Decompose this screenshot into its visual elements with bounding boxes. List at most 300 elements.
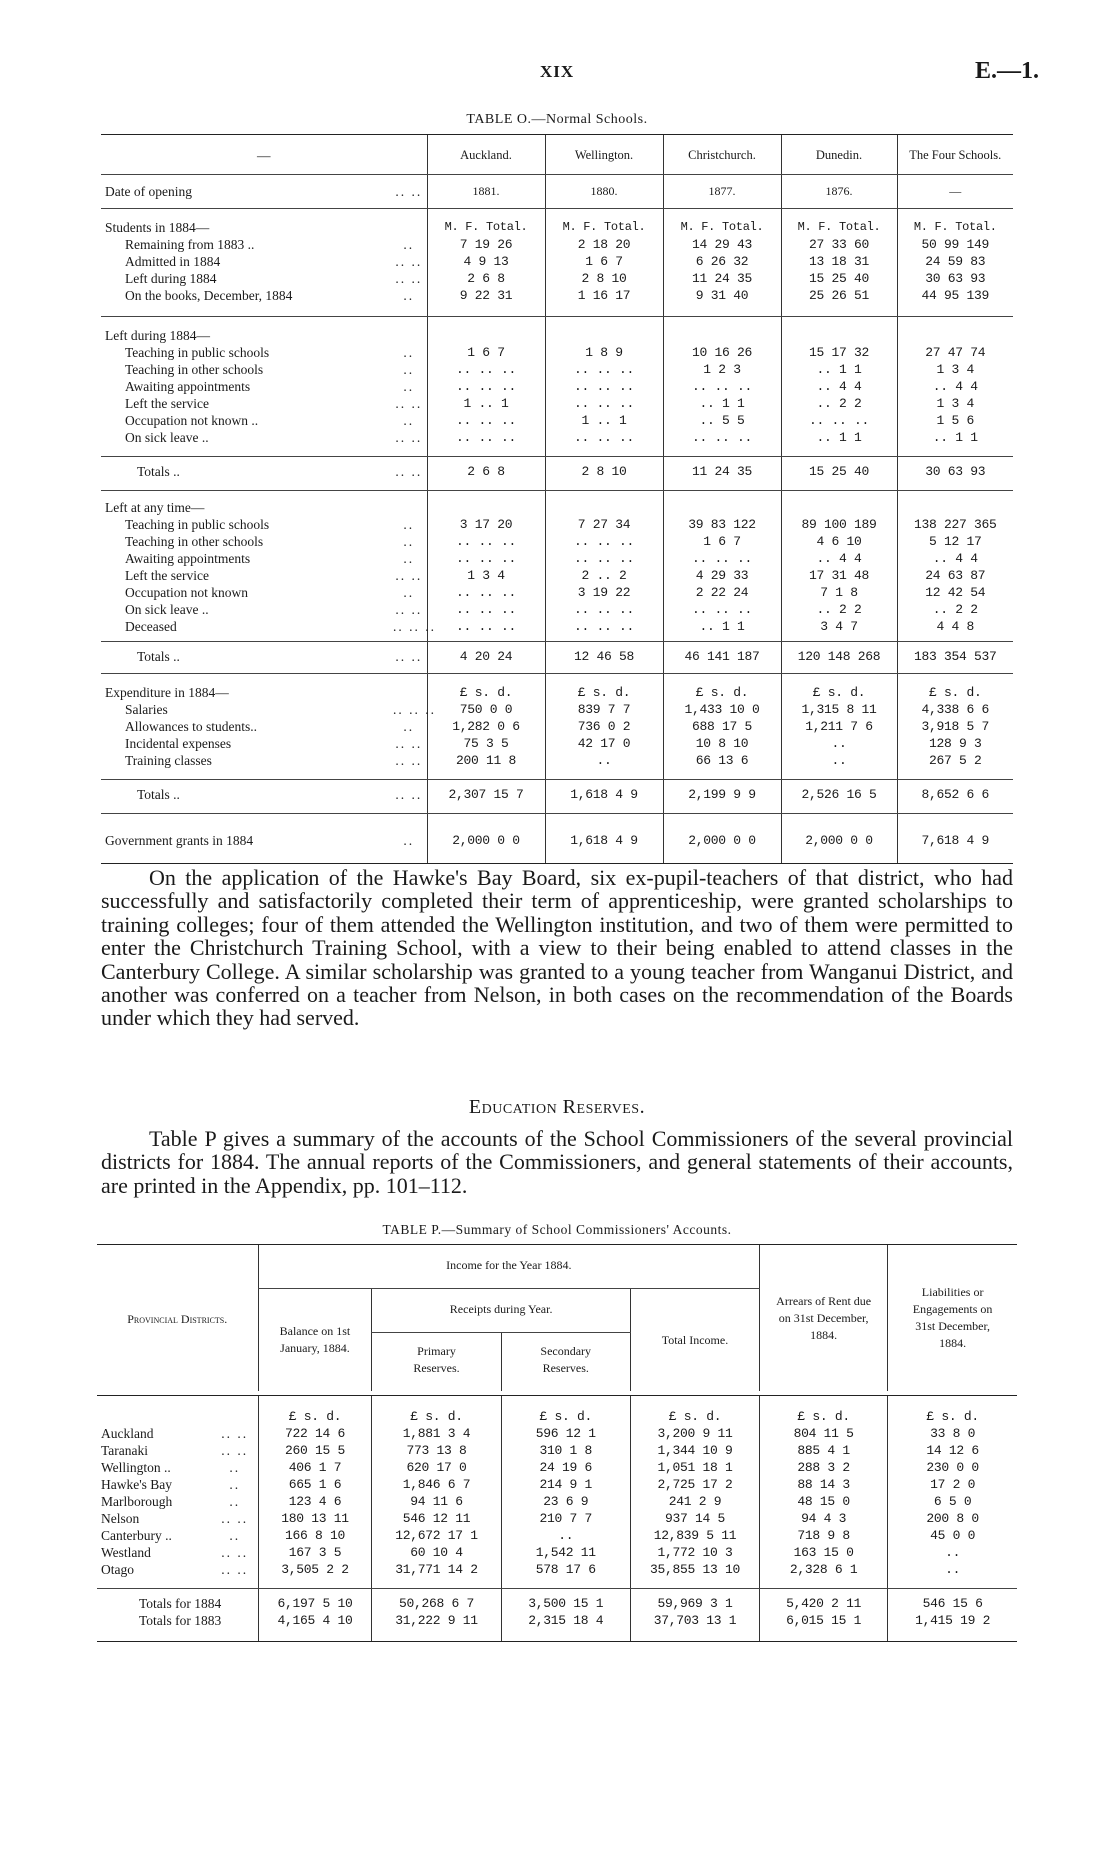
value-cell: 11 24 35: [663, 270, 781, 287]
leader-dots: .. .. ..: [393, 702, 436, 717]
value-cell: 123 4 6: [258, 1493, 372, 1510]
value-cell: 885 4 1: [760, 1442, 888, 1459]
value-cell: 31,222 9 11: [372, 1612, 501, 1629]
district-name: Taranaki: [101, 1443, 149, 1458]
value-cell: 24 19 6: [501, 1459, 630, 1476]
column-unit-label: M. F. Total.: [781, 219, 897, 236]
value-cell: .. 1 1: [781, 361, 897, 378]
value-cell: 15 25 40: [781, 270, 897, 287]
leader-dots: .. ..: [395, 568, 423, 583]
paragraph-hawkes-bay-scholarships: On the application of the Hawke's Bay Board, six ex-pupil-teachers of that district, who had successfully and satisfactorily completed their term of apprenticeship, were granted scholarships to training colleges; four of them attended the Wellington institution, and two of them were permitted to enter the Christchurch Training School, with a view to their being enabled to attend classes in the Canterbury College. A similar scholarship was granted to a young teacher from Wanganui District, and another was conferred on a teacher from Nelson, in both cases on the recommendation of the Boards under which they had served.: [101, 865, 1013, 1031]
spacer-cell: [781, 849, 897, 864]
totals-row: [97, 1595, 1017, 1612]
blank: [545, 327, 663, 344]
spacer-cell: [781, 175, 897, 184]
row-label: Left the service: [125, 568, 209, 583]
currency-unit-label: £ s. d.: [888, 1408, 1017, 1425]
value-cell: 406 1 7: [258, 1459, 372, 1476]
value-cell: 14 29 43: [663, 236, 781, 253]
value-cell: 6 5 0: [888, 1493, 1017, 1510]
row-label: Date of opening: [105, 184, 192, 199]
spacer-cell: [781, 814, 897, 833]
blank: [781, 499, 897, 516]
spacer-cell: [372, 1396, 501, 1409]
value-cell: 1 5 6: [897, 412, 1013, 429]
leader-dots: ..: [229, 1528, 241, 1543]
spacer-cell: [391, 175, 427, 184]
column-unit-label: M. F. Total.: [897, 219, 1013, 236]
spacer-cell: [391, 665, 427, 674]
table-row: [101, 550, 1013, 567]
spacer-cell: [781, 769, 897, 780]
value-cell: 2,000 0 0: [781, 832, 897, 849]
value-cell: .. 1 1: [663, 618, 781, 635]
row-label: On sick leave ..: [125, 602, 209, 617]
value-cell: 2 22 24: [663, 584, 781, 601]
spacer-cell: [427, 480, 545, 491]
spacer-cell: [391, 304, 427, 317]
spacer-cell: [391, 491, 427, 500]
spacer-cell: [897, 769, 1013, 780]
value-cell: 27 47 74: [897, 344, 1013, 361]
row-label: Left during 1884: [125, 271, 217, 286]
value-cell: 6,015 15 1: [760, 1612, 888, 1629]
spacer-cell: [663, 491, 781, 500]
value-cell: 1,433 10 0: [663, 701, 781, 718]
table-row: [101, 236, 1013, 253]
spacer-cell: [781, 665, 897, 674]
table-row: [101, 618, 1013, 635]
leader-dots: ..: [403, 288, 415, 303]
currency-unit-label: £ s. d.: [545, 684, 663, 701]
totals-label: Totals for 1884: [139, 1596, 222, 1611]
leader-dots: .. ..: [395, 464, 423, 479]
spacer-cell: [760, 1629, 888, 1642]
spacer-cell: [760, 1396, 888, 1409]
leader-dots: ..: [229, 1477, 241, 1492]
spacer-cell: [501, 1578, 630, 1589]
value-cell: ..: [888, 1561, 1017, 1578]
value-cell: 1,881 3 4: [372, 1425, 501, 1442]
table-row: [101, 429, 1013, 446]
value-cell: 1,415 19 2: [888, 1612, 1017, 1629]
spacer-cell: [391, 803, 427, 814]
row-label: Totals ..: [137, 787, 180, 802]
leader-dots: .. ..: [395, 736, 423, 751]
spacer-cell: [427, 849, 545, 864]
spacer-cell: [427, 200, 545, 209]
value-cell: 1,846 6 7: [372, 1476, 501, 1493]
leader-dots: ..: [403, 362, 415, 377]
spacer-cell: [427, 175, 545, 184]
value-cell: .. .. ..: [663, 601, 781, 618]
value-cell: .. .. ..: [545, 429, 663, 446]
value-cell: .. .. ..: [545, 601, 663, 618]
spacer-cell: [545, 769, 663, 780]
value-cell: 1,315 8 11: [781, 701, 897, 718]
leader-dots: ..: [403, 379, 415, 394]
value-cell: 24 63 87: [897, 567, 1013, 584]
spacer-cell: [545, 814, 663, 833]
spacer-cell: [545, 849, 663, 864]
table-row: [101, 344, 1013, 361]
value-cell: 6 26 32: [663, 253, 781, 270]
value-cell: .. .. ..: [427, 412, 545, 429]
value-cell: 2,725 17 2: [630, 1476, 759, 1493]
spacer-cell: [101, 803, 391, 814]
value-cell: 1 8 9: [545, 344, 663, 361]
blank: [212, 1408, 258, 1425]
blank: [663, 327, 781, 344]
spacer-cell: [427, 446, 545, 457]
value-cell: 2 .. 2: [545, 567, 663, 584]
spacer-cell: [101, 200, 391, 209]
spacer-cell: [212, 1629, 258, 1642]
value-cell: 2,328 6 1: [760, 1561, 888, 1578]
value-cell: 7 27 34: [545, 516, 663, 533]
leader-dots: .. ..: [395, 753, 423, 768]
column-unit-label: M. F. Total.: [427, 219, 545, 236]
spacer-cell: [897, 480, 1013, 491]
spacer-cell: [101, 849, 391, 864]
row-label: Deceased: [125, 619, 177, 634]
leader-dots: .. ..: [395, 254, 423, 269]
table-row: [101, 601, 1013, 618]
district-name: Westland: [101, 1545, 151, 1560]
district-row: [97, 1493, 1017, 1510]
blank: [391, 219, 427, 236]
value-cell: .. .. ..: [427, 584, 545, 601]
value-cell: 2,000 0 0: [427, 832, 545, 849]
blank: [897, 499, 1013, 516]
value-cell: 12,672 17 1: [372, 1527, 501, 1544]
leader-dots: ..: [403, 833, 415, 848]
value-cell: 9 31 40: [663, 287, 781, 304]
row-label: Totals ..: [137, 464, 180, 479]
value-cell: 2,000 0 0: [663, 832, 781, 849]
table-row: [101, 395, 1013, 412]
leader-dots: ..: [403, 517, 415, 532]
row-label: Salaries: [125, 702, 168, 717]
value-cell: 2 8 10: [545, 463, 663, 480]
section-heading: Students in 1884—: [105, 220, 210, 235]
spacer-cell: [101, 480, 391, 491]
value-cell: 4 4 8: [897, 618, 1013, 635]
value-cell: 37,703 13 1: [630, 1612, 759, 1629]
table-row: [101, 253, 1013, 270]
value-cell: .. .. ..: [545, 550, 663, 567]
currency-unit-label: £ s. d.: [427, 684, 545, 701]
section-heading: Left during 1884—: [105, 328, 210, 343]
table-row: [101, 378, 1013, 395]
spacer-cell: [663, 803, 781, 814]
leader-dots: ..: [403, 534, 415, 549]
spacer-cell: [101, 304, 391, 317]
row-label: On sick leave ..: [125, 430, 209, 445]
spacer-cell: [101, 209, 391, 220]
spacer-cell: [427, 769, 545, 780]
value-cell: ..: [888, 1544, 1017, 1561]
table-row: [101, 412, 1013, 429]
leader-dots: .. ..: [221, 1443, 249, 1458]
table-row: [101, 718, 1013, 735]
spacer-cell: [663, 200, 781, 209]
date-of-opening-row: [101, 183, 1013, 200]
row-label: On the books, December, 1884: [125, 288, 293, 303]
value-cell: 1,542 11: [501, 1544, 630, 1561]
value-cell: 546 12 11: [372, 1510, 501, 1527]
col-head-dunedin: Dunedin.: [781, 135, 897, 175]
blank: [781, 327, 897, 344]
value-cell: 138 227 365: [897, 516, 1013, 533]
spacer-cell: [545, 209, 663, 220]
value-cell: 1,051 18 1: [630, 1459, 759, 1476]
spacer-cell: [545, 304, 663, 317]
value-cell: 166 8 10: [258, 1527, 372, 1544]
spacer-cell: [258, 1396, 372, 1409]
value-cell: 44 95 139: [897, 287, 1013, 304]
spacer-cell: [545, 665, 663, 674]
spacer-cell: [663, 665, 781, 674]
value-cell: .. 4 4: [781, 550, 897, 567]
spacer-cell: [897, 200, 1013, 209]
blank: [427, 499, 545, 516]
district-row: [97, 1527, 1017, 1544]
blank: [391, 499, 427, 516]
spacer-cell: [663, 304, 781, 317]
leader-dots: .. ..: [395, 271, 423, 286]
value-cell: 12 46 58: [545, 648, 663, 665]
value-cell: 7 19 26: [427, 236, 545, 253]
value-cell: .. 5 5: [663, 412, 781, 429]
spacer-cell: [101, 769, 391, 780]
spacer-cell: [897, 304, 1013, 317]
value-cell: 1 6 7: [427, 344, 545, 361]
row-label: Totals ..: [137, 649, 180, 664]
value-cell: 718 9 8: [760, 1527, 888, 1544]
spacer-cell: [781, 304, 897, 317]
value-cell: 214 9 1: [501, 1476, 630, 1493]
spacer-cell: [897, 674, 1013, 685]
spacer-cell: [427, 803, 545, 814]
spacer-cell: [781, 446, 897, 457]
value-cell: 10 16 26: [663, 344, 781, 361]
leader-dots: ..: [403, 237, 415, 252]
spacer-cell: [427, 317, 545, 328]
value-cell: 1881.: [427, 183, 545, 200]
section-heading-education-reserves: Education Reserves.: [468, 1096, 646, 1118]
blank: [545, 499, 663, 516]
value-cell: 11 24 35: [663, 463, 781, 480]
value-cell: 1880.: [545, 183, 663, 200]
table-row: [101, 270, 1013, 287]
value-cell: 1 6 7: [545, 253, 663, 270]
value-cell: 31,771 14 2: [372, 1561, 501, 1578]
row-label: Admitted in 1884: [125, 254, 221, 269]
value-cell: 66 13 6: [663, 752, 781, 769]
value-cell: 12 42 54: [897, 584, 1013, 601]
spacer-cell: [97, 1396, 212, 1409]
col-head-liabilities: Liabilities or Engagements on 31st December, 1884.: [888, 1245, 1017, 1392]
value-cell: .. .. ..: [427, 601, 545, 618]
spacer-cell: [427, 665, 545, 674]
value-cell: 15 17 32: [781, 344, 897, 361]
leader-dots: .. ..: [395, 602, 423, 617]
spacer-cell: [391, 814, 427, 833]
value-cell: .. .. ..: [545, 533, 663, 550]
table-row: [101, 567, 1013, 584]
value-cell: 3,918 5 7: [897, 718, 1013, 735]
value-cell: 736 0 2: [545, 718, 663, 735]
value-cell: 33 8 0: [888, 1425, 1017, 1442]
value-cell: 30 63 93: [897, 270, 1013, 287]
spacer-cell: [427, 209, 545, 220]
spacer-cell: [391, 317, 427, 328]
leader-dots: ..: [229, 1460, 241, 1475]
spacer-cell: [781, 803, 897, 814]
value-cell: 722 14 6: [258, 1425, 372, 1442]
row-label: Occupation not known: [125, 585, 248, 600]
spacer-cell: [391, 849, 427, 864]
value-cell: 2 18 20: [545, 236, 663, 253]
column-unit-label: M. F. Total.: [545, 219, 663, 236]
row-label: Teaching in other schools: [125, 362, 264, 377]
value-cell: .. .. ..: [427, 361, 545, 378]
currency-unit-label: £ s. d.: [501, 1408, 630, 1425]
value-cell: 17 31 48: [781, 567, 897, 584]
value-cell: 1877.: [663, 183, 781, 200]
blank: [97, 1408, 212, 1425]
spacer-cell: [372, 1629, 501, 1642]
blank: [897, 327, 1013, 344]
value-cell: 1,282 0 6: [427, 718, 545, 735]
value-cell: 3,500 15 1: [501, 1595, 630, 1612]
value-cell: 665 1 6: [258, 1476, 372, 1493]
leader-dots: ..: [229, 1494, 241, 1509]
value-cell: 27 33 60: [781, 236, 897, 253]
district-row: [97, 1459, 1017, 1476]
spacer-cell: [545, 491, 663, 500]
spacer-cell: [372, 1578, 501, 1589]
value-cell: 9 22 31: [427, 287, 545, 304]
spacer-cell: [781, 491, 897, 500]
table-row: [101, 735, 1013, 752]
table-row: [101, 516, 1013, 533]
blank: [663, 499, 781, 516]
spacer-cell: [897, 175, 1013, 184]
value-cell: 1 .. 1: [427, 395, 545, 412]
value-cell: .. 2 2: [781, 601, 897, 618]
value-cell: 5,420 2 11: [760, 1595, 888, 1612]
currency-unit-label: £ s. d.: [897, 684, 1013, 701]
value-cell: .. .. ..: [427, 533, 545, 550]
spacer-cell: [897, 849, 1013, 864]
district-name: Auckland: [101, 1426, 154, 1441]
spacer-cell: [101, 674, 391, 685]
value-cell: 4 6 10: [781, 533, 897, 550]
spacer-cell: [888, 1396, 1017, 1409]
value-cell: .. .. ..: [663, 378, 781, 395]
col-head-total-income: Total Income.: [630, 1289, 759, 1392]
spacer-cell: [663, 446, 781, 457]
value-cell: 688 17 5: [663, 718, 781, 735]
value-cell: 8,652 6 6: [897, 786, 1013, 803]
spacer-cell: [97, 1629, 212, 1642]
spacer-cell: [897, 803, 1013, 814]
spacer-cell: [427, 491, 545, 500]
value-cell: 310 1 8: [501, 1442, 630, 1459]
spacer-cell: [545, 803, 663, 814]
value-cell: 24 59 83: [897, 253, 1013, 270]
value-cell: .. .. ..: [427, 550, 545, 567]
value-cell: .. .. ..: [545, 395, 663, 412]
col-head-balance: Balance on 1st January, 1884.: [258, 1289, 372, 1392]
value-cell: 750 0 0: [427, 701, 545, 718]
value-cell: 804 11 5: [760, 1425, 888, 1442]
value-cell: .. .. ..: [663, 429, 781, 446]
spacer-cell: [630, 1578, 759, 1589]
leader-dots: ..: [403, 551, 415, 566]
table-o-title: TABLE O.—Normal Schools.: [466, 112, 648, 127]
totals-label: Totals for 1883: [139, 1613, 222, 1628]
value-cell: 1 3 4: [897, 395, 1013, 412]
value-cell: 210 7 7: [501, 1510, 630, 1527]
district-row: [97, 1510, 1017, 1527]
value-cell: 1 .. 1: [545, 412, 663, 429]
value-cell: 839 7 7: [545, 701, 663, 718]
value-cell: 596 12 1: [501, 1425, 630, 1442]
value-cell: ..: [781, 752, 897, 769]
value-cell: 1,618 4 9: [545, 786, 663, 803]
value-cell: .. .. ..: [545, 361, 663, 378]
leader-dots: .. ..: [395, 184, 423, 199]
spacer-cell: [101, 814, 391, 833]
spacer-cell: [630, 1396, 759, 1409]
spacer-cell: [781, 209, 897, 220]
value-cell: 3,200 9 11: [630, 1425, 759, 1442]
row-label: Teaching in other schools: [125, 534, 264, 549]
blank: [391, 684, 427, 701]
currency-unit-label: £ s. d.: [630, 1408, 759, 1425]
spacer-cell: [888, 1629, 1017, 1642]
value-cell: 230 0 0: [888, 1459, 1017, 1476]
value-cell: .. .. ..: [781, 412, 897, 429]
table-row: [101, 752, 1013, 769]
table-row: [101, 533, 1013, 550]
value-cell: 578 17 6: [501, 1561, 630, 1578]
district-row: [97, 1544, 1017, 1561]
value-cell: .. 1 1: [781, 429, 897, 446]
value-cell: 59,969 3 1: [630, 1595, 759, 1612]
col-head-blank: —: [101, 135, 427, 175]
value-cell: 2 6 8: [427, 270, 545, 287]
district-name: Hawke's Bay: [101, 1477, 173, 1492]
value-cell: 50 99 149: [897, 236, 1013, 253]
col-head-christchurch: Christchurch.: [663, 135, 781, 175]
value-cell: 94 11 6: [372, 1493, 501, 1510]
currency-unit-label: £ s. d.: [781, 684, 897, 701]
leader-dots: ..: [403, 585, 415, 600]
spacer-cell: [781, 480, 897, 491]
leader-dots: .. ..: [395, 649, 423, 664]
row-label: Incidental expenses: [125, 736, 232, 751]
column-unit-label: M. F. Total.: [663, 219, 781, 236]
spacer-cell: [781, 674, 897, 685]
currency-unit-label: £ s. d.: [372, 1408, 501, 1425]
col-head-receipts: Receipts during Year.: [372, 1289, 630, 1333]
row-label: Government grants in 1884: [105, 833, 254, 848]
col-head-arrears: Arrears of Rent due on 31st December, 1884.: [760, 1245, 888, 1392]
